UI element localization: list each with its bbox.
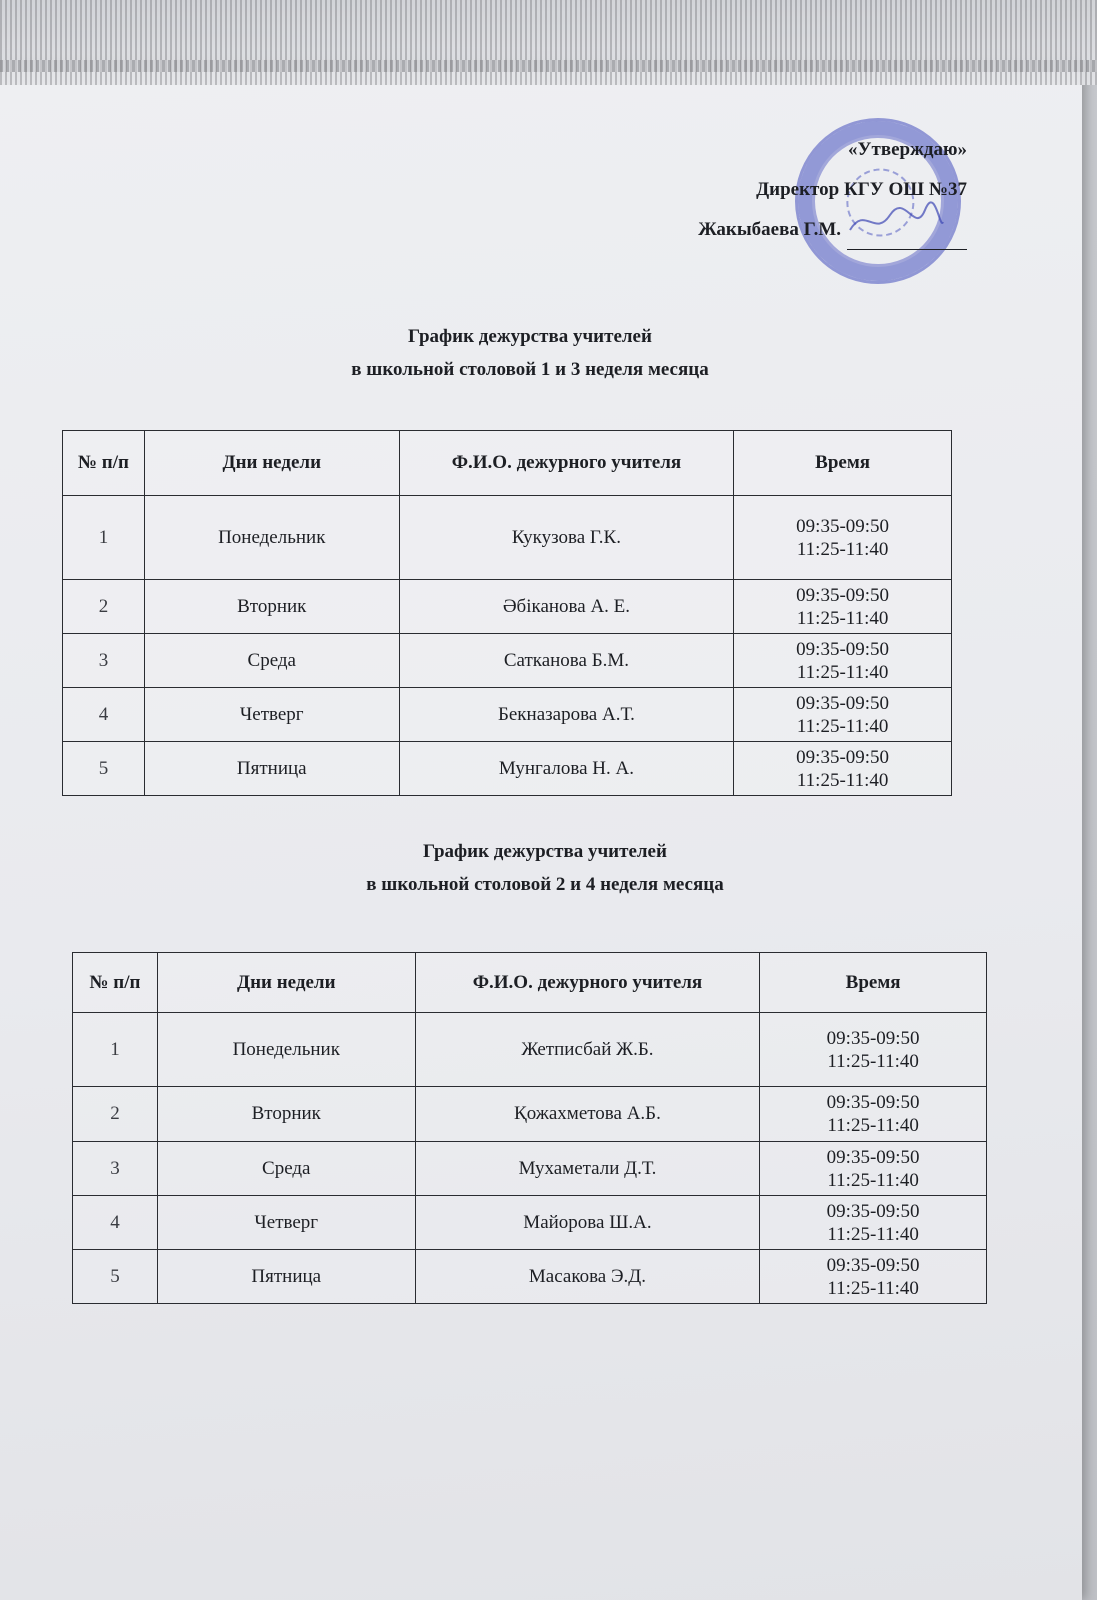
row-time: [734, 634, 952, 688]
table-row: [63, 496, 952, 580]
time-morning: 09:35-09:50: [826, 1146, 920, 1168]
row-time: [760, 1142, 987, 1196]
row-time: [734, 742, 952, 796]
header-time: Время: [760, 953, 987, 1013]
time-morning: 09:35-09:50: [826, 1200, 920, 1222]
row-day: Четверг: [157, 1196, 415, 1250]
schedule2-subtitle: в школьной столовой 2 и 4 неделя месяца: [366, 874, 724, 895]
schedule2-table: [72, 952, 987, 1304]
header-teacher: Ф.И.О. дежурного учителя: [399, 431, 734, 496]
table-row: [73, 1250, 987, 1304]
row-teacher: Жетписбай Ж.Б.: [415, 1013, 760, 1087]
row-teacher: Бекназарова А.Т.: [399, 688, 734, 742]
row-num: 1: [73, 1013, 158, 1087]
time-morning: 09:35-09:50: [826, 1254, 920, 1276]
row-day: Вторник: [157, 1087, 415, 1142]
row-num: 3: [63, 634, 145, 688]
row-teacher: Мухаметали Д.Т.: [415, 1142, 760, 1196]
schedule1-subtitle: в школьной столовой 1 и 3 неделя месяца: [351, 359, 709, 380]
approval-name: Жакыбаева Г.М.: [698, 219, 841, 240]
row-num: 5: [63, 742, 145, 796]
time-midday: 11:25-11:40: [827, 1277, 919, 1299]
row-teacher: Масакова Э.Д.: [415, 1250, 760, 1304]
time-midday: 11:25-11:40: [796, 607, 889, 629]
approval-block: [698, 130, 967, 250]
row-teacher: Қожахметова А.Б.: [415, 1087, 760, 1142]
schedule2-title: График дежурства учителей: [423, 841, 667, 862]
row-time: [734, 688, 952, 742]
time-midday: 11:25-11:40: [827, 1223, 919, 1245]
table-header-row: [73, 953, 987, 1013]
row-time: [760, 1013, 987, 1087]
table-row: [73, 1142, 987, 1196]
table-row: [63, 580, 952, 634]
time-morning: 09:35-09:50: [796, 584, 890, 606]
header-num: № п/п: [73, 953, 158, 1013]
row-num: 4: [63, 688, 145, 742]
row-day: Понедельник: [144, 496, 399, 580]
table-row: [63, 634, 952, 688]
header-num: № п/п: [63, 431, 145, 496]
row-teacher: Майорова Ш.А.: [415, 1196, 760, 1250]
time-midday: 11:25-11:40: [796, 538, 889, 560]
row-num: 5: [73, 1250, 158, 1304]
schedule1-table: [62, 430, 952, 796]
table-row: [73, 1196, 987, 1250]
row-time: [734, 496, 952, 580]
row-day: Пятница: [157, 1250, 415, 1304]
table-row: [73, 1013, 987, 1087]
header-teacher: Ф.И.О. дежурного учителя: [415, 953, 760, 1013]
row-teacher: Әбіканова А. Е.: [399, 580, 734, 634]
row-teacher: Кукузова Г.К.: [399, 496, 734, 580]
row-time: [760, 1087, 987, 1142]
row-teacher: Сатканова Б.М.: [399, 634, 734, 688]
time-midday: 11:25-11:40: [796, 661, 889, 683]
row-day: Среда: [157, 1142, 415, 1196]
signature-line: [847, 229, 967, 250]
time-morning: 09:35-09:50: [796, 638, 890, 660]
document-sheet: [0, 60, 1082, 1600]
schedule1-title: График дежурства учителей: [408, 326, 652, 347]
row-time: [760, 1250, 987, 1304]
approval-title: «Утверждаю»: [848, 139, 967, 160]
row-day: Четверг: [144, 688, 399, 742]
row-num: 1: [63, 496, 145, 580]
approval-signatory: [698, 210, 967, 250]
time-midday: 11:25-11:40: [796, 769, 889, 791]
time-morning: 09:35-09:50: [796, 692, 890, 714]
time-midday: 11:25-11:40: [796, 715, 889, 737]
time-morning: 09:35-09:50: [796, 515, 890, 537]
row-num: 4: [73, 1196, 158, 1250]
row-day: Вторник: [144, 580, 399, 634]
row-day: Понедельник: [157, 1013, 415, 1087]
row-time: [760, 1196, 987, 1250]
time-midday: 11:25-11:40: [827, 1050, 919, 1072]
schedule2-heading: [195, 835, 895, 901]
row-num: 2: [63, 580, 145, 634]
table-header-row: [63, 431, 952, 496]
table-row: [73, 1087, 987, 1142]
row-num: 3: [73, 1142, 158, 1196]
time-morning: 09:35-09:50: [826, 1027, 920, 1049]
approval-position: Директор КГУ ОШ №37: [756, 179, 967, 200]
binding-edge: [0, 0, 1097, 85]
schedule1-heading: [180, 320, 880, 386]
row-num: 2: [73, 1087, 158, 1142]
header-day: Дни недели: [157, 953, 415, 1013]
time-midday: 11:25-11:40: [827, 1169, 919, 1191]
row-teacher: Мунгалова Н. А.: [399, 742, 734, 796]
table-row: [63, 688, 952, 742]
table-row: [63, 742, 952, 796]
time-midday: 11:25-11:40: [827, 1115, 919, 1136]
header-time: Время: [734, 431, 952, 496]
time-morning: 09:35-09:50: [826, 1092, 920, 1113]
row-day: Пятница: [144, 742, 399, 796]
row-time: [734, 580, 952, 634]
time-morning: 09:35-09:50: [796, 746, 890, 768]
row-day: Среда: [144, 634, 399, 688]
header-day: Дни недели: [144, 431, 399, 496]
